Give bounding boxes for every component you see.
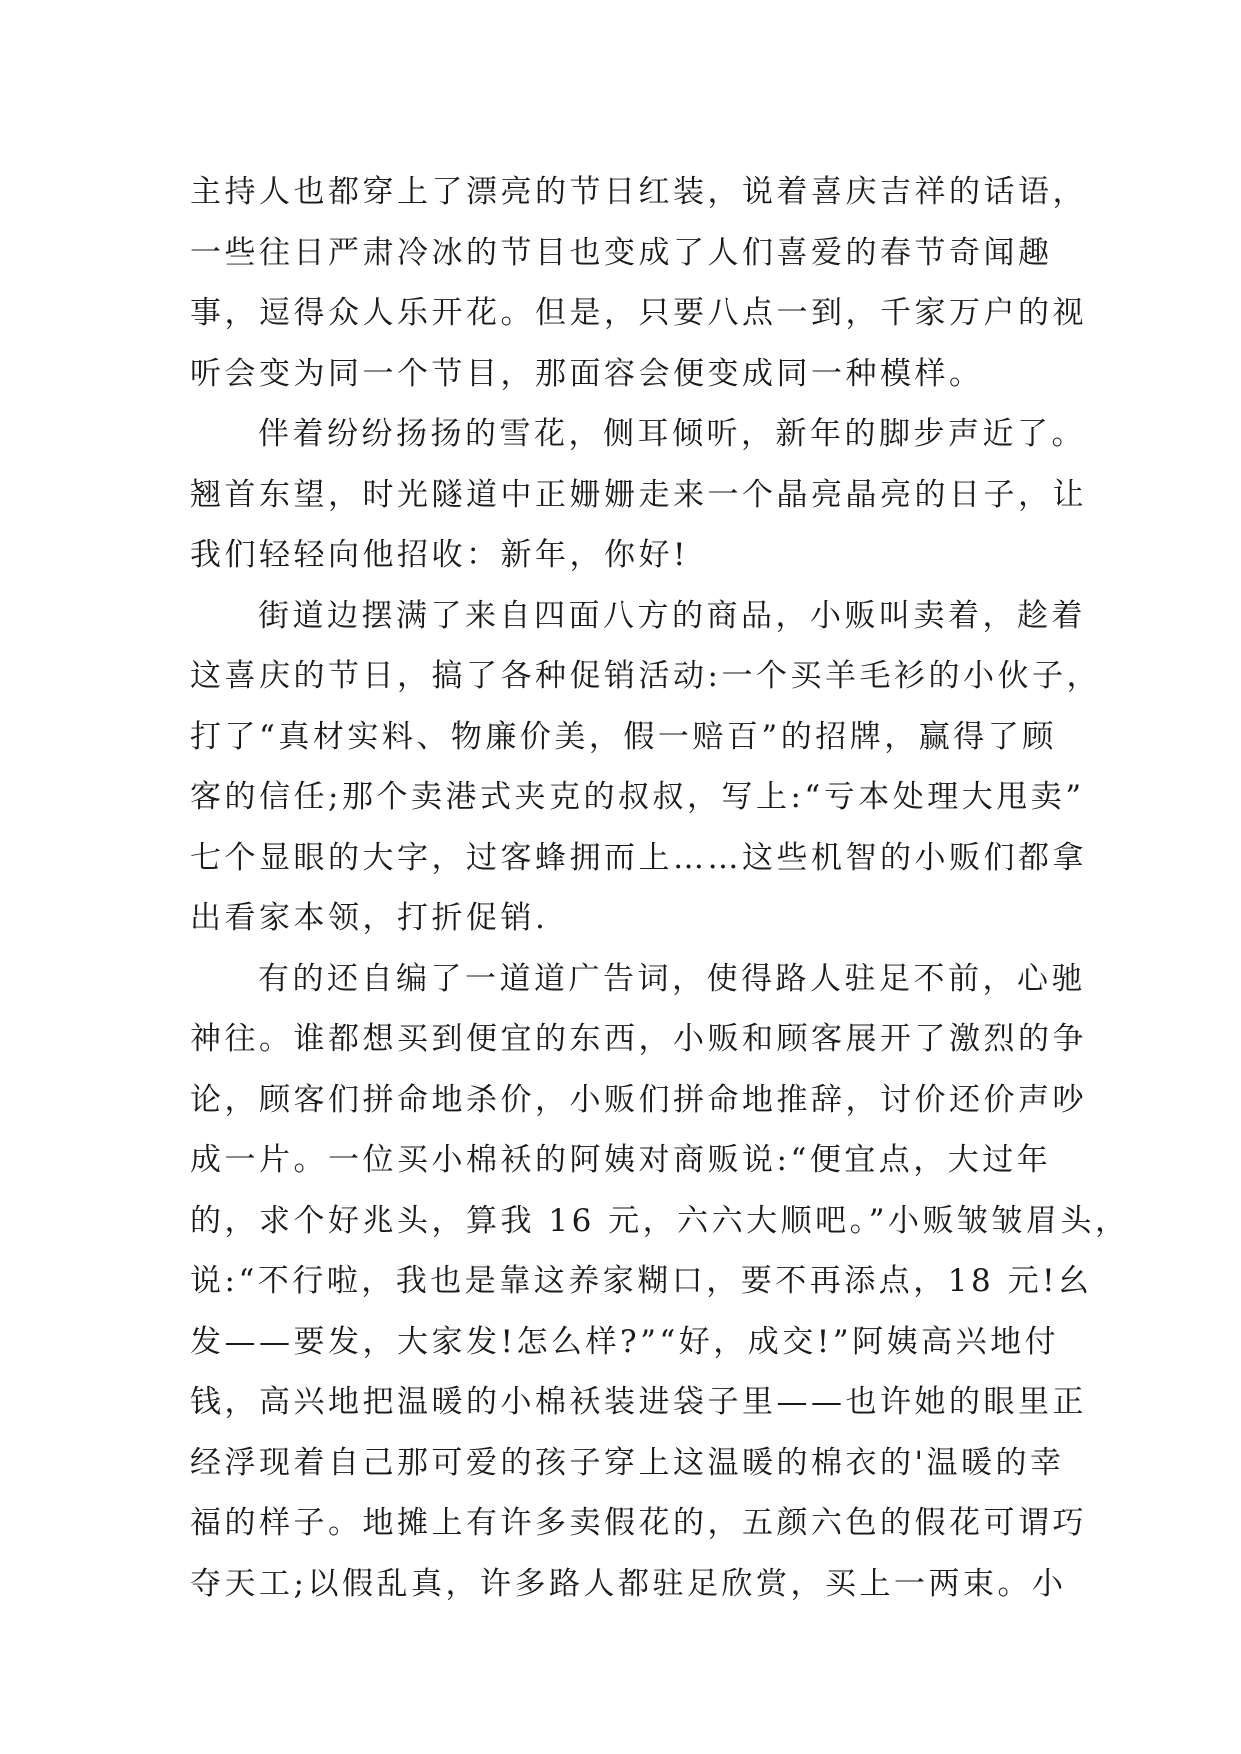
- text-line: 有的还自编了一道道广告词，使得路人驻足不前，心驰: [258, 960, 1086, 997]
- text-line: 出看家本领，打折促销.: [190, 900, 549, 936]
- paragraph-3: [190, 586, 1101, 949]
- text-line: 客的信任;那个卖港式夹克的叔叔，写上:“亏本处理大甩卖”: [190, 779, 1085, 815]
- text-line: 论，顾客们拼命地杀价，小贩们拼命地推辞，讨价还价声吵: [190, 1081, 1087, 1118]
- text-line: 发——要发，大家发!怎么样?”“好，成交!”阿姨高兴地付: [190, 1323, 1060, 1360]
- text-line: 说:“不行啦，我也是靠这养家糊口，要不再添点，18 元!幺: [190, 1263, 1093, 1299]
- text-line: 钱，高兴地把温暖的小棉袄装进袋子里——也许她的眼里正: [190, 1384, 1087, 1420]
- paragraph-1: [190, 162, 1087, 404]
- text-line: 夺天工;以假乱真，许多路人都驻足欣赏，买上一两束。小: [190, 1565, 1067, 1602]
- text-line: 伴着纷纷扬扬的雪花，侧耳倾听，新年的脚步声近了。: [258, 416, 1086, 452]
- text-line: 经浮现着自己那可爱的孩子穿上这温暖的棉衣的'温暖的幸: [190, 1444, 1065, 1481]
- text-line: 主持人也都穿上了漂亮的节日红装，说着喜庆吉祥的话语，: [190, 174, 1087, 210]
- text-line: 神往。谁都想买到便宜的东西，小贩和顾客展开了激烈的争: [190, 1021, 1087, 1057]
- text-line: 七个显眼的大字，过客蜂拥而上……这些机智的小贩们都拿: [190, 839, 1087, 876]
- document-body: [190, 162, 1130, 1614]
- text-line: 这喜庆的节日，搞了各种促销活动:一个买羊毛衫的小伙子，: [190, 658, 1101, 694]
- text-line: 成一片。一位买小棉袄的阿姨对商贩说:“便宜点，大过年: [190, 1142, 1052, 1178]
- text-line: 福的样子。地摊上有许多卖假花的，五颜六色的假花可谓巧: [190, 1505, 1087, 1541]
- paragraph-2: [190, 404, 1087, 586]
- text-line: 听会变为同一个节目，那面容会便变成同一种模样。: [190, 355, 984, 392]
- text-line: 打了“真材实料、物廉价美，假一赔百”的招牌，赢得了顾: [190, 718, 1057, 755]
- text-line: 一些往日严肃冷冰的节目也变成了人们喜爱的春节奇闻趣: [190, 234, 1053, 271]
- text-line: 的，求个好兆头，算我 16 元，六六大顺吧。”小贩皱皱眉头，: [190, 1202, 1130, 1239]
- paragraph-4: [190, 949, 1130, 1615]
- text-line: 我们轻轻向他招收：新年，你好!: [190, 537, 689, 573]
- text-line: 街道边摆满了来自四面八方的商品，小贩叫卖着，趁着: [258, 597, 1086, 634]
- text-line: 翘首东望，时光隧道中正姗姗走来一个晶亮晶亮的日子，让: [190, 476, 1087, 513]
- text-line: 事，逗得众人乐开花。但是，只要八点一到，千家万户的视: [190, 295, 1087, 331]
